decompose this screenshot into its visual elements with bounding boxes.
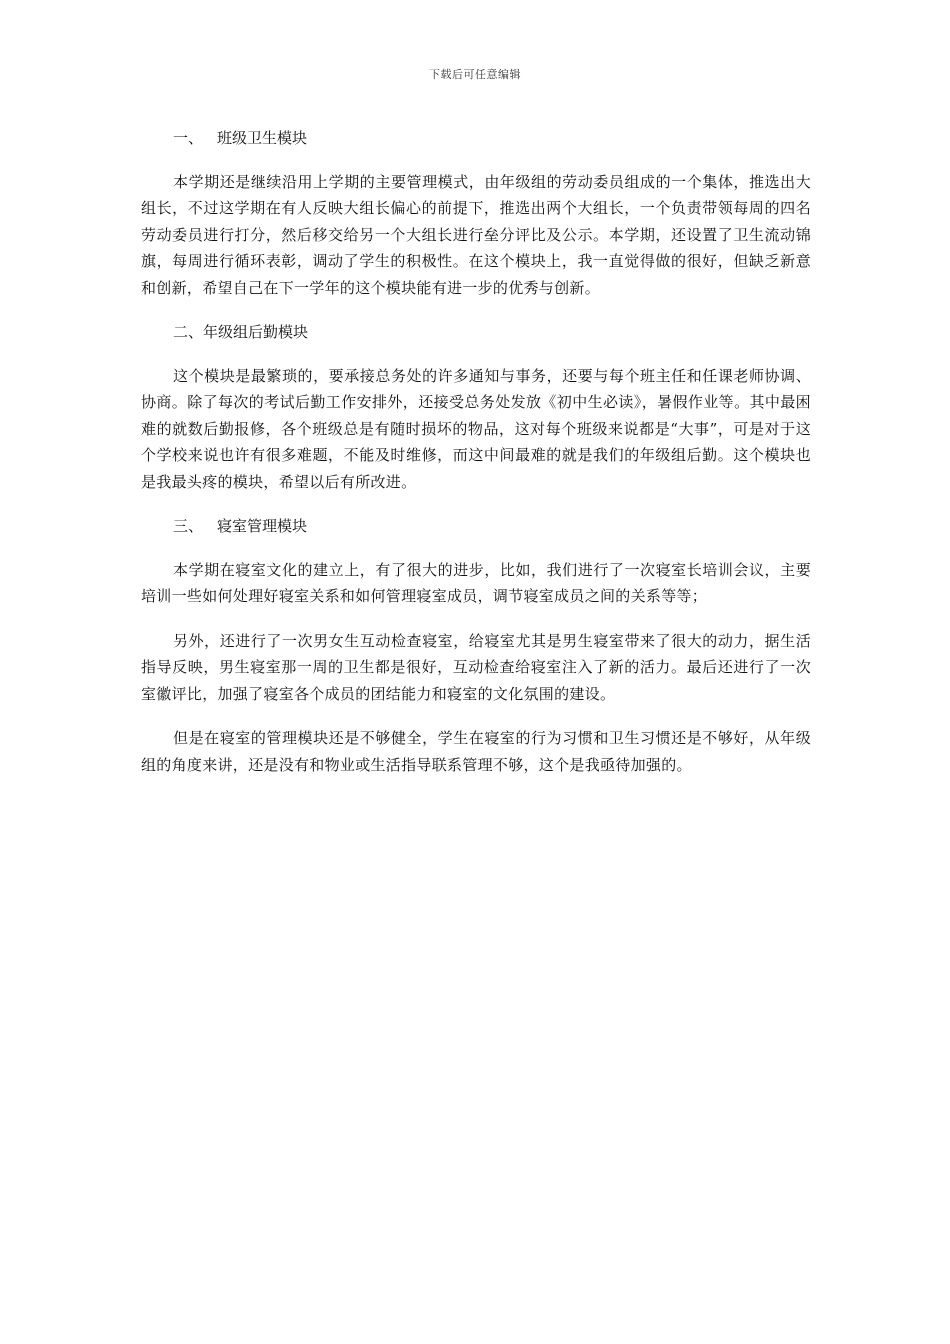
section-number: 二、 — [173, 323, 204, 342]
paragraph: 本学期在寝室文化的建立上，有了很大的进步，比如，我们进行了一次寝室长培训会议，主要培训一些如何处理好寝室关系和如何管理寝室成员，调节寝室成员之间的关系等等； — [141, 561, 811, 606]
document-body — [141, 125, 811, 796]
section-heading-3 — [141, 513, 811, 539]
section-title: 班级卫生模块 — [217, 129, 308, 147]
section-number: 一、 — [173, 129, 204, 147]
section-title: 年级组后勤模块 — [203, 323, 309, 342]
paragraph: 另外，还进行了一次男女生互动检查寝室，给寝室尤其是男生寝室带来了很大的动力，据生活指导反映，男生寝室那一周的卫生都是很好，互动检查给寝室注入了新的活力。最后还进行了一次室徽评比，加强了寝室各个成员的团结能力和寝室的文化氛围的建设。 — [141, 631, 811, 703]
section-title: 寝室管理模块 — [217, 517, 308, 536]
section-heading-1 — [141, 125, 811, 151]
paragraph: 但是在寝室的管理模块还是不够健全，学生在寝室的行为习惯和卫生习惯还是不够好，从年级组的角度来讲，还是没有和物业或生活指导联系管理不够，这个是我亟待加强的。 — [141, 729, 811, 774]
section-heading-2 — [141, 319, 811, 345]
paragraph: 本学期还是继续沿用上学期的主要管理模式，由年级组的劳动委员组成的一个集体，推选出大组长，不过这学期在有人反映大组长偏心的前提下，推选出两个大组长，一个负责带领每周的四名劳动委员进行打分，然后移交给另一个大组长进行垒分评比及公示。本学期，还设置了卫生流动锦旗，每周进行循环表彰，调动了学生的积极性。在这个模块上，我一直觉得做的很好，但缺乏新意和创新，希望自己在下一学年的这个模块能有进一步的优秀与创新。 — [141, 173, 811, 297]
section-number: 三、 — [173, 517, 204, 536]
paragraph: 这个模块是最繁琐的，要承接总务处的许多通知与事务，还要与每个班主任和任课老师协调、协商。除了每次的考试后勤工作安排外，还接受总务处发放《初中生必读》，暑假作业等。其中最困难的就数后勤报修，各个班级总是有随时损坏的物品，这对每个班级来说都是“大事”，可是对于这个学校来说也许有很多难题，不能及时维修，而这中间最难的就是我们的年级组后勤。这个模块也是我最头疼的模块，希望以后有所改进。 — [141, 367, 811, 491]
header-note: 下载后可任意编辑 — [429, 68, 521, 81]
